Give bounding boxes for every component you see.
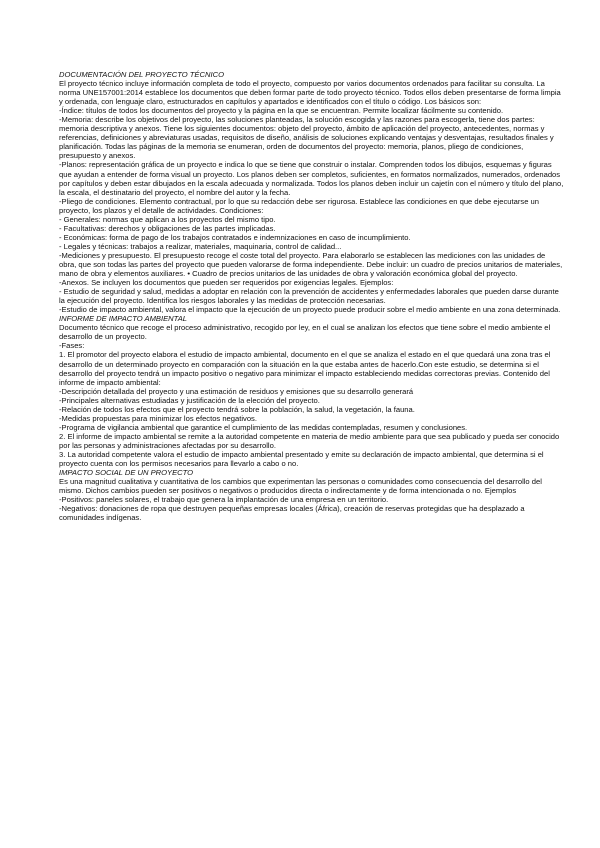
list-item: -Medidas propuestas para minimizar los efectos negativos. bbox=[59, 413, 257, 423]
list-item: -Principales alternativas estudiadas y justificación de la elección del proyecto. bbox=[59, 395, 320, 405]
paragraph: El proyecto técnico incluye información completa de todo el proyecto, compuesto por varios documentos ordenados para facilitar su consulta. La norma UNE157001:2014 establece los documentos que deben formar parte de todo proyecto técnico. Todos ellos deben presentarse de forma limpia y ordenada, con lenguaje claro, estructurados en capítulos y apartados e identificados con el título o código. Los básicos son: bbox=[59, 79, 561, 107]
list-item: - Económicas: forma de pago de los trabajos contratados e indemnizaciones en caso de incumplimiento. bbox=[59, 232, 411, 242]
paragraph: 1. El promotor del proyecto elabora el estudio de impacto ambiental, documento en el que se analiza el estado en el que quedará una zona tras el desarrollo de un determinado proyecto en comparación con la situación en la que estaba antes de hacerlo.Con este estudio, se determina si el desarrollo del proyecto tendrá un impacto positivo o negativo para minimizar el impacto estableciendo medidas correctoras previas. Contenido del informe de impacto ambiental: bbox=[59, 350, 551, 387]
paragraph: 2. El informe de impacto ambiental se remite a la autoridad competente en materia de medio ambiente para que sea publicado y pueda ser conocido por las personas y administraciones afectadas por su desarrollo. bbox=[59, 431, 560, 450]
list-item: -Relación de todos los efectos que el proyecto tendrá sobre la población, la salud, la vegetación, la fauna. bbox=[59, 404, 415, 414]
paragraph: -Fases: bbox=[59, 341, 85, 351]
paragraph: -Planos: representación gráfica de un proyecto e indica lo que se tiene que construir o instalar. Comprenden todos los dibujos, esquemas y figuras que ayudan a entender de forma visual un proyecto. Los planos deben ser completos, suficientes, en formatos normalizados, numerados, ordenados por capítulos y deben estar dibujados en la escala adecuada y normalizada. Todos los planos deben incluir un cajetín con el número y título del plano, la escala, el destinatario del proyecto, el nombre del autor y la fecha. bbox=[59, 160, 564, 197]
paragraph: -Mediciones y presupuesto. El presupuesto recoge el coste total del proyecto. Para elaborarlo se establecen las mediciones con las unidades de obra, que son todas las partes del proyecto que pueden valorarse de forma independiente. Debe incluir: un cuadro de precios unitarios de materiales, mano de obra y elementos auxiliares. • Cuadro de precios unitarios de las unidades de obra y valoración económica global del proyecto. bbox=[59, 250, 563, 279]
list-item: - Generales: normas que aplican a los proyectos del mismo tipo. bbox=[59, 214, 276, 224]
section-heading: DOCUMENTACIÓN DEL PROYECTO TÉCNICO bbox=[59, 70, 224, 79]
paragraph: 3. La autoridad competente valora el estudio de impacto ambiental presentado y emite su declaración de impacto ambiental, que determina si el proyecto cuenta con los permisos necesarios para llevarlo a cabo o no. bbox=[59, 449, 544, 469]
paragraph: -Estudio de impacto ambiental, valora el impacto que la ejecución de un proyecto puede producir sobre el medio ambiente en una zona determinada. bbox=[59, 305, 561, 315]
paragraph: Documento técnico que recoge el proceso administrativo, recogido por ley, en el cual se analizan los efectos que tiene sobre el medio ambiente el desarrollo de un proyecto. bbox=[59, 323, 551, 342]
paragraph: -Anexos. Se incluyen los documentos que pueden ser requeridos por exigencias legales. Ejemplos: bbox=[59, 278, 394, 288]
list-item: - Estudio de seguridad y salud, medidas a adoptar en relación con la prevención de accidentes y enfermedades laborales que pueden darse durante la ejecución del proyecto. Identifica los riesgos laborales y las medidas de protección necesarias. bbox=[59, 287, 559, 306]
section-heading: IMPACTO SOCIAL DE UN PROYECTO bbox=[59, 468, 194, 478]
list-item: - Facultativas: derechos y obligaciones de las partes implicadas. bbox=[59, 223, 276, 233]
list-item: -Positivos: paneles solares, el trabajo que genera la implantación de una empresa en un territorio. bbox=[59, 495, 389, 505]
paragraph: -Índice: títulos de todos los documentos del proyecto y la página en la que se encuentran. Permite localizar fácilmente su contenido. bbox=[59, 106, 504, 116]
list-item: -Negativos: donaciones de ropa que destruyen pequeñas empresas locales (África), creación de reservas protegidas que ha desplazado a comunidades indígenas. bbox=[59, 504, 525, 523]
section-heading: INFORME DE IMPACTO AMBIENTAL bbox=[59, 314, 187, 324]
list-item: -Descripción detallada del proyecto y una estimación de residuos y emisiones que su desarrollo generará bbox=[59, 386, 414, 396]
paragraph: -Pliego de condiciones. Elemento contractual, por lo que su redacción debe ser rigurosa. Establece las condiciones en que debe ejecutarse un proyecto, los plazos y el detalle de actividades. Condiciones: bbox=[59, 196, 539, 215]
paragraph: Es una magnitud cualitativa y cuantitativa de los cambios que experimentan las personas o comunidades como consecuencia del desarrollo del mismo. Dichos cambios pueden ser positivos o negativos o producidos directa o indirectamente y de forma intencionada o no. Ejemplos bbox=[59, 477, 542, 496]
paragraph: -Memoria: describe los objetivos del proyecto, las soluciones planteadas, la solución escogida y las razones para escogerla, tiene dos partes: memoria descriptiva y anexos. Tiene los siguientes documentos: objeto del proyecto, ámbito de aplicación del proyecto, antecedentes, normas y referencias, definiciones y abreviaturas usadas, requisitos de diseño, análisis de soluciones explicando ventajas y desventajas, resultados finales y planificación. Todas las páginas de la memoria se enumeran, orden de documentos del proyecto: memoria, planos, pliego de condiciones, presupuesto y anexos. bbox=[59, 115, 554, 161]
list-item: - Legales y técnicas: trabajos a realizar, materiales, maquinaria, control de calidad... bbox=[59, 241, 342, 251]
list-item: -Programa de vigilancia ambiental que garantice el cumplimiento de las medidas contempladas, resumen y conclusiones. bbox=[59, 422, 468, 432]
document-page bbox=[59, 70, 564, 522]
